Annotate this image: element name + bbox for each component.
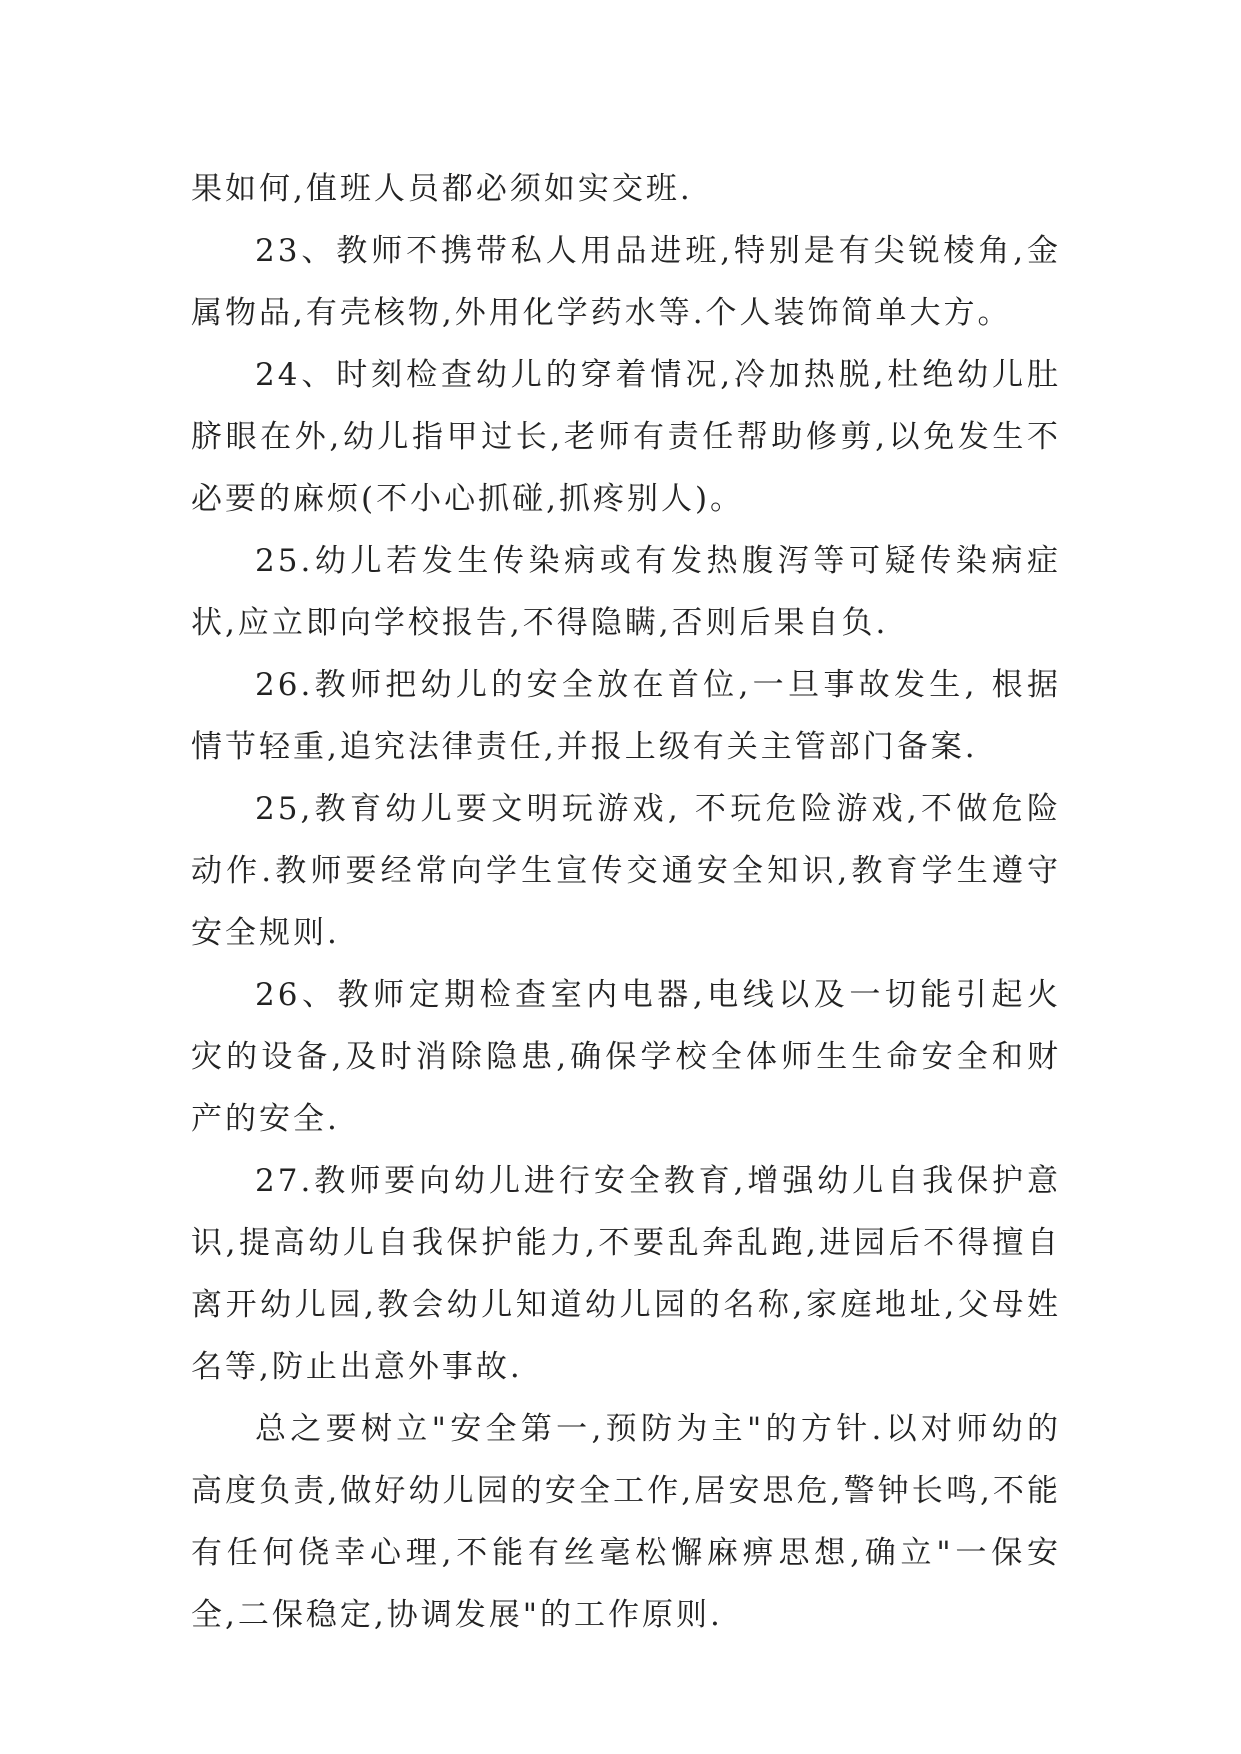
- paragraph-conclusion: 总之要树立"安全第一,预防为主"的方针.以对师幼的高度负责,做好幼儿园的安全工作,居安思危,警钟长鸣,不能有任何侥幸心理,不能有丝毫松懈麻痹思想,确立"一保安全,二保稳定,协调发展"的工作原则.: [191, 1411, 1061, 1633]
- document-body: [191, 158, 1061, 1646]
- paragraph-item-26-electrical: 26、教师定期检查室内电器,电线以及一切能引起火灾的设备,及时消除隐患,确保学校全体师生生命安全和财产的安全.: [191, 977, 1061, 1137]
- paragraph-item-26-safety-first: 26.教师把幼儿的安全放在首位,一旦事故发生, 根据情节轻重,追究法律责任,并报上级有关主管部门备案.: [191, 667, 1061, 765]
- paragraph-continuation: 果如何,值班人员都必须如实交班.: [191, 171, 693, 207]
- paragraph-item-24: 24、时刻检查幼儿的穿着情况,冷加热脱,杜绝幼儿肚脐眼在外,幼儿指甲过长,老师有责任帮助修剪,以免发生不必要的麻烦(不小心抓碰,抓疼别人)。: [191, 357, 1061, 517]
- paragraph-item-23: 23、教师不携带私人用品进班,特别是有尖锐棱角,金属物品,有壳核物,外用化学药水等.个人装饰简单大方。: [191, 233, 1061, 331]
- paragraph-item-25-games: 25,教育幼儿要文明玩游戏, 不玩危险游戏,不做危险动作.教师要经常向学生宣传交通安全知识,教育学生遵守安全规则.: [191, 791, 1061, 951]
- paragraph-item-25-infectious-disease: 25.幼儿若发生传染病或有发热腹泻等可疑传染病症状,应立即向学校报告,不得隐瞒,否则后果自负.: [191, 543, 1061, 641]
- paragraph-item-27: 27.教师要向幼儿进行安全教育,增强幼儿自我保护意识,提高幼儿自我保护能力,不要乱奔乱跑,进园后不得擅自离开幼儿园,教会幼儿知道幼儿园的名称,家庭地址,父母姓名等,防止出意外事故.: [191, 1163, 1061, 1385]
